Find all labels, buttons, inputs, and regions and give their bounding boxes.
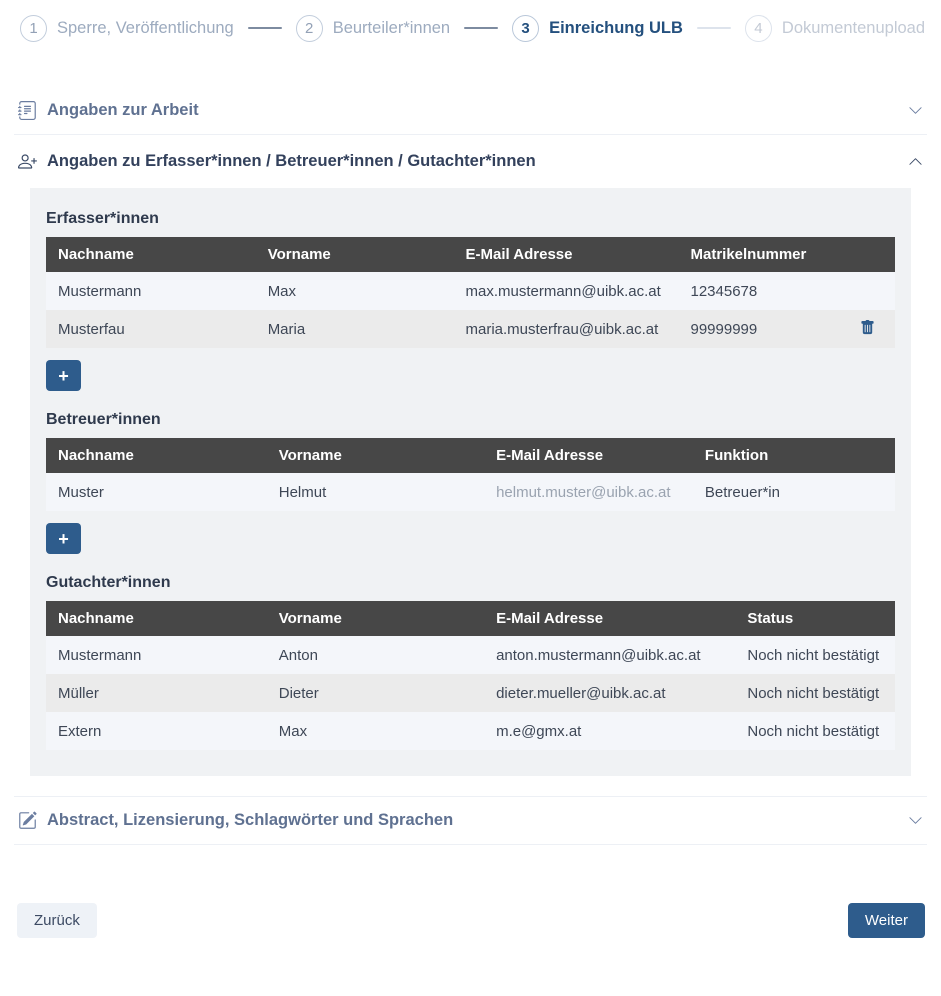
- cell-nachname: Müller: [58, 684, 99, 702]
- pencil-square-icon: [18, 811, 37, 830]
- cell-actions: [848, 310, 895, 348]
- gutachter-table: [46, 601, 895, 750]
- cell-email: dieter.mueller@uibk.ac.at: [496, 684, 666, 702]
- section-personen: [14, 135, 927, 797]
- step-connector: [248, 27, 282, 29]
- accordion-header-abstract[interactable]: [14, 797, 927, 844]
- column-header: Nachname: [46, 601, 267, 636]
- book-icon: [18, 101, 37, 120]
- person-plus-icon: [18, 152, 37, 171]
- table-row: [46, 272, 895, 310]
- step-3-label: Einreichung ULB: [549, 18, 683, 37]
- betreuer-table: [46, 438, 895, 511]
- step-2-label: Beurteiler*innen: [332, 18, 451, 37]
- section-title-abstract: Abstract, Lizensierung, Schlagwörter und Sprachen: [47, 811, 454, 829]
- cell-vorname: Maria: [267, 320, 306, 338]
- chevron-down-icon[interactable]: [908, 103, 923, 118]
- column-header: E-Mail Adresse: [484, 601, 735, 636]
- section-title-personen: Angaben zu Erfasser*innen / Betreuer*innen / Gutachter*innen: [47, 152, 536, 170]
- section-angaben-zur-arbeit: [14, 87, 927, 135]
- cell-vorname: Max: [267, 282, 297, 300]
- step-4-dokumentenupload[interactable]: [745, 15, 925, 42]
- column-header: Vorname: [256, 237, 454, 272]
- next-button[interactable]: Weiter: [848, 903, 925, 938]
- column-header: Nachname: [46, 237, 256, 272]
- chevron-up-icon[interactable]: [908, 154, 923, 169]
- chevron-down-icon[interactable]: [908, 813, 923, 828]
- plus-icon: +: [58, 365, 69, 386]
- column-header: Funktion: [693, 438, 895, 473]
- cell-status: Noch nicht bestätigt: [747, 684, 880, 702]
- cell-vorname: Helmut: [278, 483, 327, 501]
- plus-icon: +: [58, 528, 69, 549]
- cell-email: max.mustermann@uibk.ac.at: [465, 282, 661, 300]
- wizard-footer: [17, 903, 925, 938]
- step-4-number: 4: [745, 15, 772, 42]
- add-betreuer-button[interactable]: [46, 523, 81, 554]
- cell-nachname: Mustermann: [58, 646, 142, 664]
- cell-funktion: Betreuer*in: [704, 483, 780, 501]
- cell-vorname: Dieter: [278, 684, 319, 702]
- trash-icon: [860, 320, 875, 338]
- form-sections: [14, 87, 927, 845]
- cell-actions: [848, 272, 895, 310]
- step-4-label: Dokumentenupload: [781, 18, 926, 37]
- step-1-label: Sperre, Veröffentlichung: [57, 18, 234, 37]
- cell-nachname: Muster: [58, 483, 104, 501]
- cell-email: m.e@gmx.at: [496, 722, 582, 740]
- erfasser-table: [46, 237, 895, 348]
- step-3-einreichung[interactable]: [512, 15, 683, 42]
- cell-matrikelnummer: 99999999: [690, 320, 758, 338]
- delete-row-button[interactable]: [860, 320, 878, 338]
- cell-nachname: Extern: [58, 722, 102, 740]
- step-connector: [464, 27, 498, 29]
- cell-email: helmut.muster@uibk.ac.at: [496, 483, 671, 501]
- column-header: E-Mail Adresse: [454, 237, 679, 272]
- column-header: Status: [735, 601, 895, 636]
- wizard-stepper: [20, 13, 925, 43]
- betreuer-table-title: Betreuer*innen: [46, 411, 161, 428]
- step-1-number: 1: [20, 15, 47, 42]
- cell-vorname: Max: [278, 722, 308, 740]
- gutachter-table-title: Gutachter*innen: [46, 574, 171, 591]
- betreuer-header-row: [46, 438, 895, 473]
- personen-panel: [30, 188, 911, 776]
- section-abstract: [14, 797, 927, 845]
- erfasser-header-row: [46, 237, 895, 272]
- column-header: Vorname: [267, 438, 484, 473]
- cell-nachname: Musterfau: [58, 320, 125, 338]
- add-erfasser-button[interactable]: [46, 360, 81, 391]
- column-header: E-Mail Adresse: [484, 438, 693, 473]
- cell-status: Noch nicht bestätigt: [747, 722, 880, 740]
- cell-status: Noch nicht bestätigt: [747, 646, 880, 664]
- table-row: [46, 310, 895, 348]
- cell-nachname: Mustermann: [58, 282, 142, 300]
- accordion-header-personen[interactable]: [14, 135, 927, 188]
- gutachter-header-row: [46, 601, 895, 636]
- column-header: Matrikelnummer: [678, 237, 848, 272]
- cell-email: maria.musterfrau@uibk.ac.at: [465, 320, 659, 338]
- step-2-number: 2: [296, 15, 323, 42]
- table-row: [46, 674, 895, 712]
- step-3-number: 3: [512, 15, 539, 42]
- cell-vorname: Anton: [278, 646, 318, 664]
- step-connector: [697, 27, 731, 29]
- step-2-beurteiler[interactable]: [296, 15, 450, 42]
- table-row: [46, 712, 895, 750]
- cell-email: anton.mustermann@uibk.ac.at: [496, 646, 701, 664]
- table-row: [46, 473, 895, 511]
- accordion-header-arbeit[interactable]: [14, 87, 927, 134]
- column-header: Nachname: [46, 438, 267, 473]
- section-title-arbeit: Angaben zur Arbeit: [47, 101, 199, 119]
- table-row: [46, 636, 895, 674]
- cell-matrikelnummer: 12345678: [690, 282, 758, 300]
- erfasser-table-title: Erfasser*innen: [46, 210, 159, 227]
- step-1-sperre[interactable]: [20, 15, 234, 42]
- column-header-actions: [848, 237, 895, 272]
- column-header: Vorname: [267, 601, 484, 636]
- back-button[interactable]: Zurück: [17, 903, 97, 938]
